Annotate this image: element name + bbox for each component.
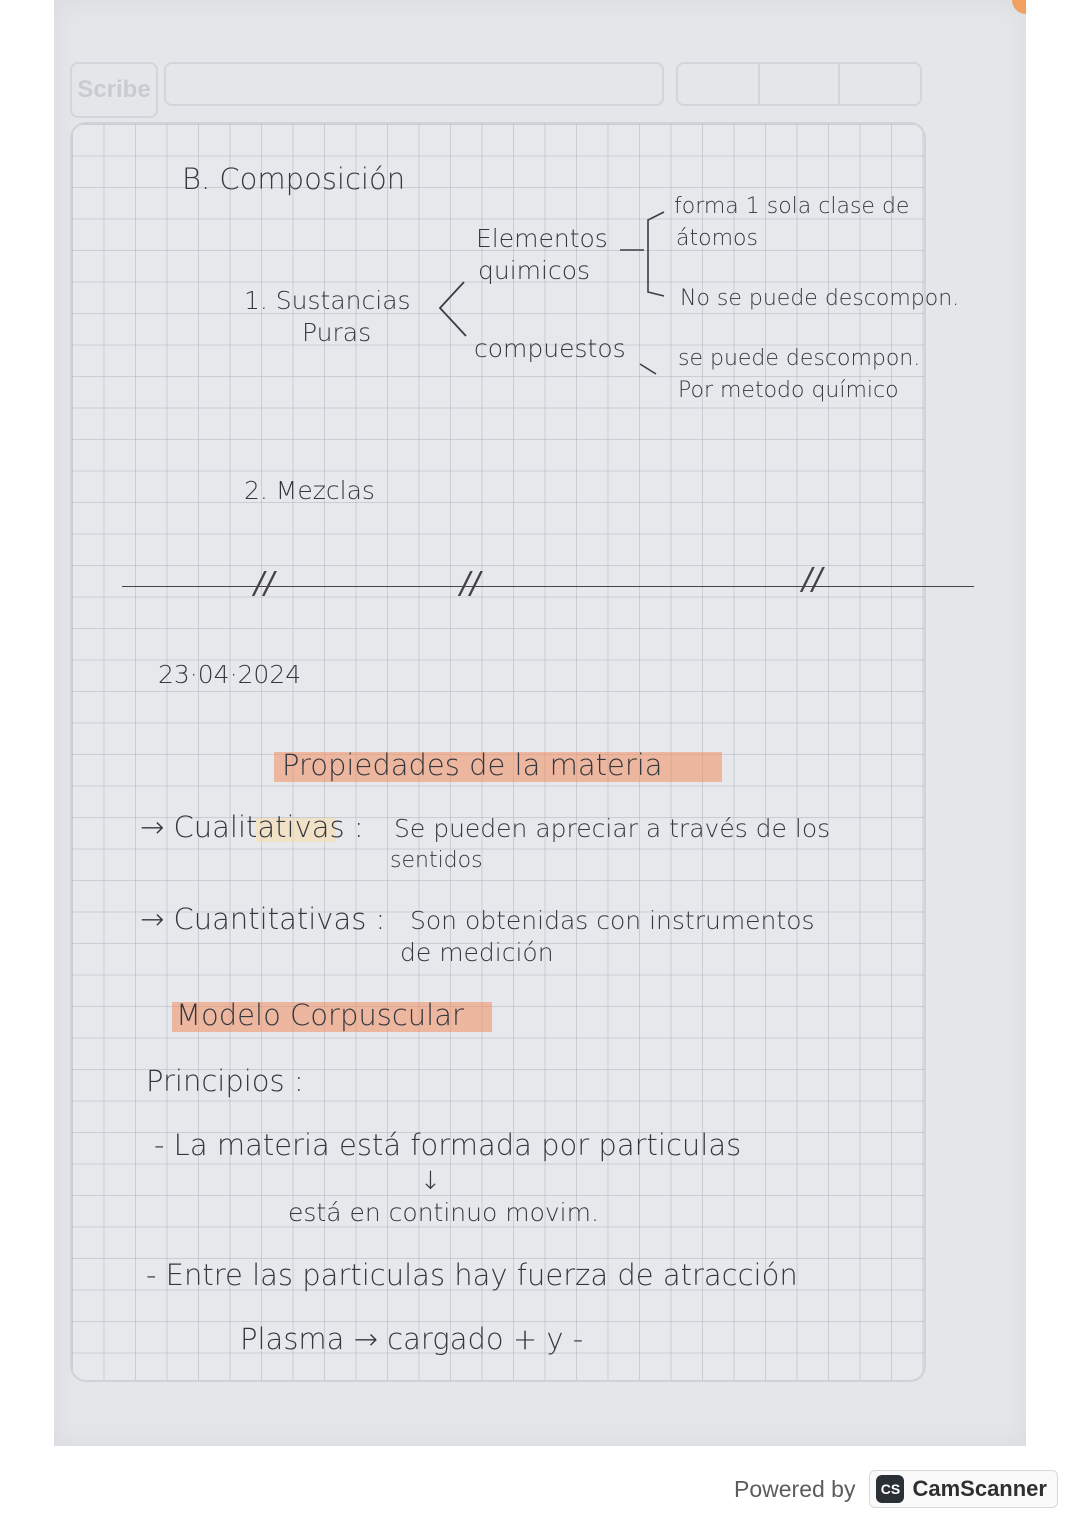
item-1-line1: 1. Sustancias [244,286,411,315]
section-b-title: B. Composición [182,162,406,196]
principios-label: Principios : [146,1064,304,1098]
title-propiedades: Propiedades de la materia [282,748,663,782]
cuantitativas-text-line2: de medición [400,938,554,967]
forma-line1: forma 1 sola clase de [674,194,910,219]
cualitativas-text-line1: Se pueden apreciar a través de los [394,814,831,843]
page-corner-tab [1012,0,1026,14]
principio-1-sub: está en continuo movim. [288,1198,599,1227]
cualitativas-label: → Cualitativas : [140,810,364,844]
elementos-line2: quimicos [478,256,591,285]
se-descompon-line1: se puede descompon. [678,346,921,371]
camscanner-icon: CS [876,1475,904,1503]
compuestos: compuestos [474,334,626,363]
scribe-logo: Scribe [70,62,158,118]
principio-1: - La materia está formada por particulas [154,1128,742,1162]
principio-2: - Entre las particulas hay fuerza de atracción [146,1258,798,1292]
item-2-mezclas: 2. Mezclas [244,476,375,505]
scanner-footer [734,1468,1058,1510]
separator-slashes-1: // [254,566,275,601]
cualitativas-text-line2: sentidos [390,848,483,873]
cuantitativas-label: → Cuantitativas : [140,902,386,936]
note-date: 23·04·2024 [158,660,302,689]
separator-line [122,586,974,587]
elementos-line1: Elementos [476,224,608,253]
item-1-line2: Puras [302,318,372,347]
camscanner-brand: CamScanner [912,1476,1047,1501]
no-descompon: No se puede descompon. [680,286,960,311]
separator-slashes-3: // [802,562,823,597]
separator-slashes-2: // [460,566,481,601]
down-arrow: ↓ [420,1166,441,1195]
powered-by-text: Powered by [734,1475,856,1502]
title-modelo: Modelo Corpuscular [176,998,464,1032]
header-date-box [676,62,922,106]
forma-line2: átomos [676,226,758,251]
plasma-note: Plasma → cargado + y - [240,1322,584,1356]
header-title-box [164,62,664,106]
cuantitativas-text-line1: Son obtenidas con instrumentos [410,906,815,935]
camscanner-badge [869,1470,1058,1508]
se-descompon-line2: Por metodo químico [678,378,899,403]
